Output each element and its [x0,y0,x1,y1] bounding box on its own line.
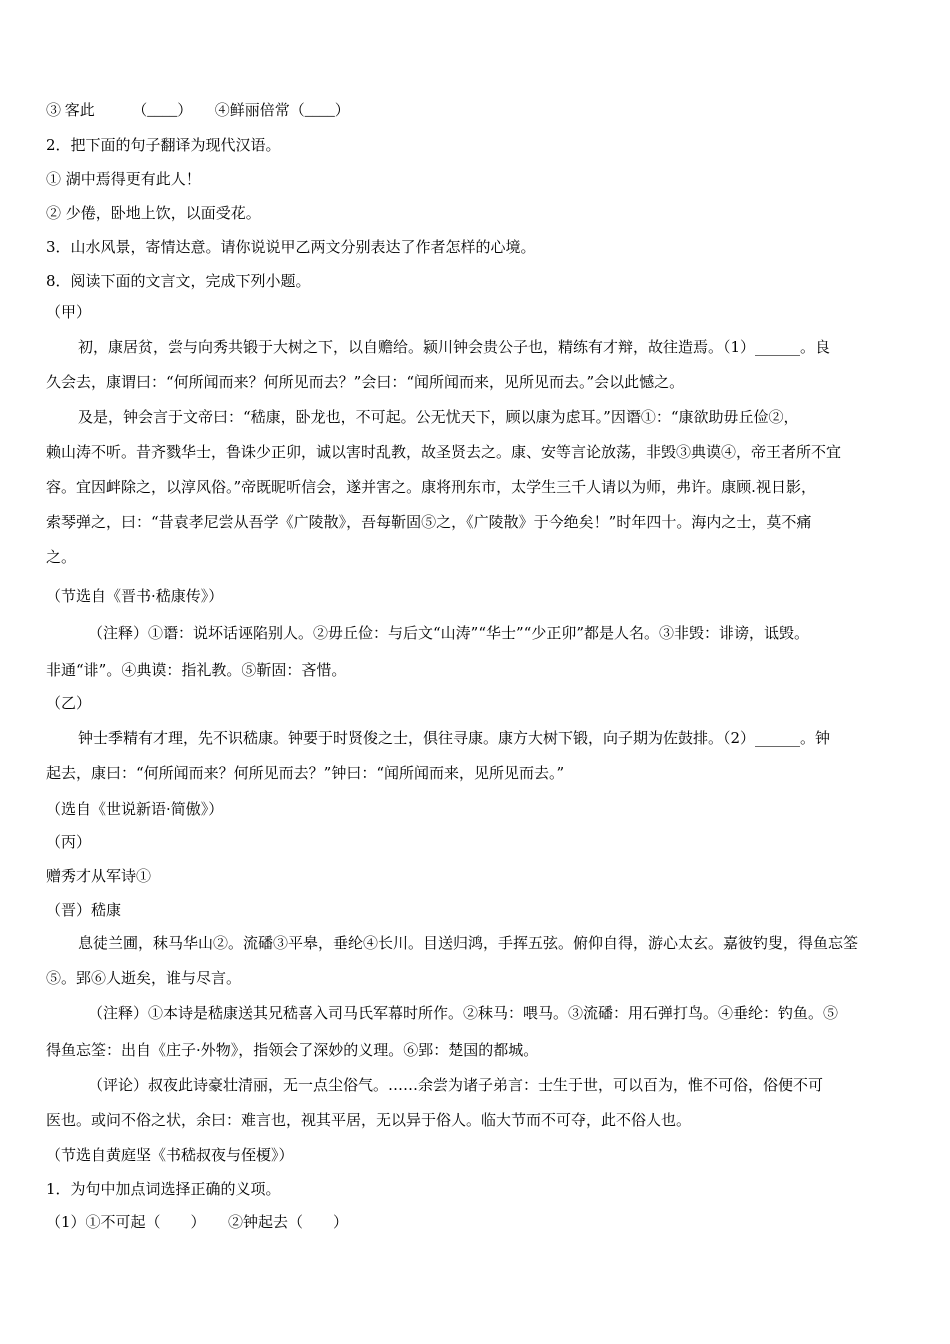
sentence-2: ② 少倦，卧地上饮，以面受花。 [46,204,261,222]
passage-jia-source: （节选自《晋书·嵇康传》） [46,587,224,605]
passage-jia-line-4: 赖山涛不听。昔齐戮华士，鲁诛少正卯，诚以害时乱教，故圣贤去之。康、安等言论放荡，非毁③典谟④，帝王者所不宜 [46,443,842,461]
poem-title: 赠秀才从军诗① [46,867,152,885]
poem-notes-line-2: 得鱼忘筌：出自《庄子·外物》，指领会了深妙的义理。⑥郢：楚国的都城。 [46,1041,539,1059]
passage-jia-label: （甲） [46,303,92,321]
poem-line-2: ⑤。郢⑥人逝矣，谁与尽言。 [46,969,242,987]
commentary-line-2: 医也。或问不俗之状，余曰：难言也，视其平居，无以异于俗人。临大节而不可夺，此不俗人也。 [46,1111,692,1129]
poem-author: （晋）嵇康 [46,901,122,919]
passage-jia-notes-line-1: （注释）①谮：说坏话诬陷别人。②毋丘俭：与后文“山涛”“华士”“少正卯”都是人名。③非毁：诽谤，诋毁。 [88,624,810,642]
passage-jia-line-1: 初，康居贫，尝与向秀共锻于大树之下，以自赡给。颍川钟会贵公子也，精练有才辩，故往造焉。（1）______。良 [78,338,831,356]
question-1-item-1: （1）①不可起（ ） ②钟起去（ ） [46,1213,349,1231]
passage-yi-label: （乙） [46,694,92,712]
question-1-stem: 1．为句中加点词选择正确的义项。 [46,1180,281,1198]
passage-yi-line-1: 钟士季精有才理，先不识嵇康。钟要于时贤俊之士，俱往寻康。康方大树下锻，向子期为佐鼓排。（2）______。钟 [78,729,831,747]
commentary-source: （节选自黄庭坚《书嵇叔夜与侄榎》） [46,1146,294,1164]
passage-jia-notes-line-2: 非通“诽”。④典谟：指礼教。⑤靳固：吝惜。 [46,661,347,679]
passage-yi-source: （选自《世说新语·简傲》） [46,800,224,818]
question-2-stem: 2．把下面的句子翻译为现代汉语。 [46,136,281,154]
poem-notes-line-1: （注释）①本诗是嵇康送其兄嵇喜入司马氏军幕时所作。②秣马：喂马。③流磻：用石弹打鸟。④垂纶：钓鱼。⑤ [88,1004,839,1022]
commentary-line-1: （评论）叔夜此诗豪壮清丽，无一点尘俗气。……余尝为诸子弟言：士生于世，可以百为，惟不可俗，俗便不可 [88,1076,824,1094]
passage-jia-line-2: 久会去，康谓曰：“何所闻而来？何所见而去？”会曰：“闻所闻而来，见所见而去。”会以此憾之。 [46,373,685,391]
question-3-stem: 3．山水风景，寄情达意。请你说说甲乙两文分别表达了作者怎样的心境。 [46,238,536,256]
passage-jia-line-7: 之。 [46,548,77,566]
passage-jia-line-6: 索琴弹之，曰：“昔袁孝尼尝从吾学《广陵散》，吾每靳固⑤之，《广陵散》于今绝矣！”时年四十。海内之士，莫不痛 [46,513,812,531]
question-item-fill-blanks: ③ 客此 （____） ④鲜丽倍常（____） [46,103,350,119]
poem-line-1: 息徒兰圃，秣马华山②。流磻③平皋，垂纶④长川。目送归鸿，手挥五弦。俯仰自得，游心太玄。嘉彼钓叟，得鱼忘筌 [78,934,859,952]
passage-jia-line-5: 容。宜因衅除之，以淳风俗。”帝既昵听信会，遂并害之。康将刑东市，太学生三千人请以为师，弗许。康顾.视日影， [46,478,816,496]
sentence-1: ① 湖中焉得更有此人！ [46,170,201,188]
question-8-stem: 8．阅读下面的文言文，完成下列小题。 [46,272,311,290]
passage-jia-line-3: 及是，钟会言于文帝曰：“嵇康，卧龙也，不可起。公无忧天下，顾以康为虑耳。”因谮①：“康欲助毋丘俭②， [78,408,799,426]
passage-bing-label: （丙） [46,833,92,851]
passage-yi-line-2: 起去，康曰：“何所闻而来？何所见而去？”钟曰：“闻所闻而来，见所见而去。” [46,764,565,782]
